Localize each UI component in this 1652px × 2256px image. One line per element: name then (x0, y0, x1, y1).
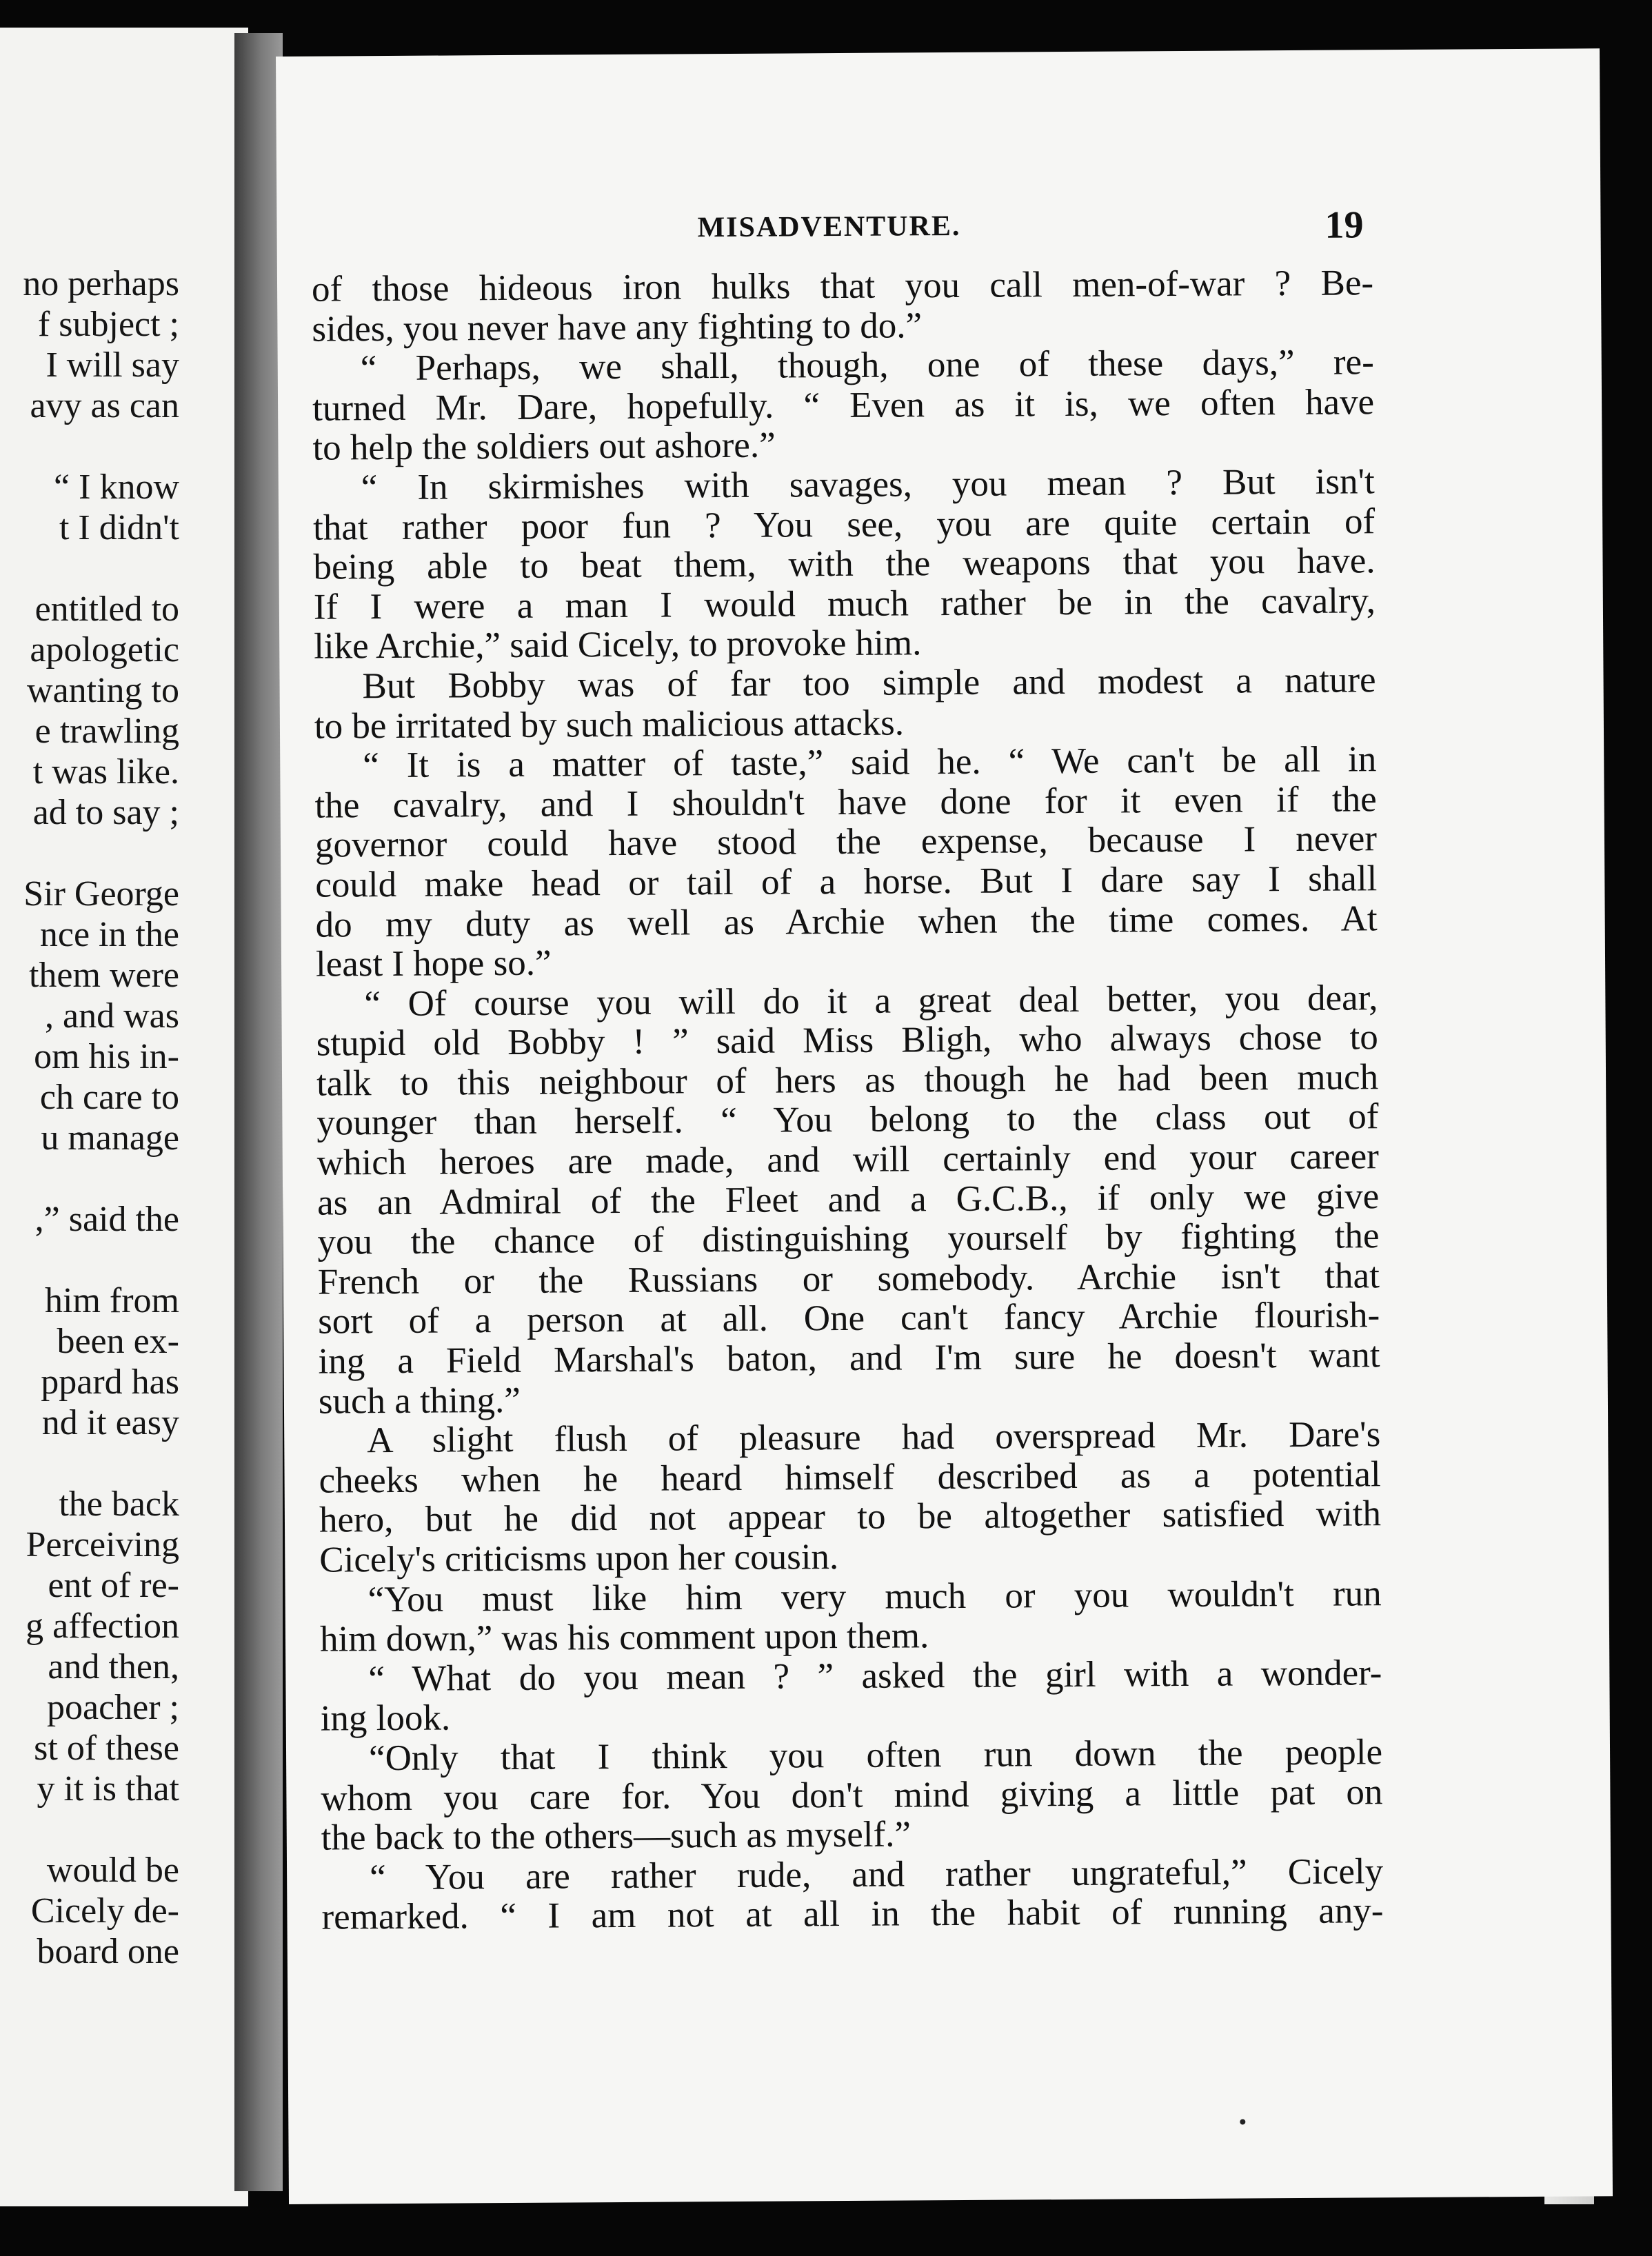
facing-page-line: apologetic (30, 630, 179, 669)
facing-page-line: them were (28, 956, 179, 995)
text-line: governor could have stood the expense, because I never (314, 818, 1378, 865)
facing-page-line: been ex- (57, 1322, 179, 1361)
text-line: French or the Russians or somebody. Archie isn't that (317, 1256, 1380, 1302)
text-line: do my duty as well as Archie when the time comes. At (315, 898, 1378, 945)
facing-page-line: would be (46, 1851, 179, 1890)
facing-page-line (0, 426, 179, 467)
facing-page-line: I will say (46, 345, 179, 385)
text-line: “ Perhaps, we shall, though, one of these days,” re- (360, 342, 1374, 389)
text-line: that rather poor fun ? You see, you are quite certain of (312, 501, 1376, 548)
text-line: whom you care for. You don't mind giving a little pat on (321, 1771, 1383, 1819)
text-line: the back to the others—such as myself.” (321, 1814, 911, 1858)
text-line: “ You are rather rude, and rather ungrateful,” Cicely (369, 1851, 1384, 1897)
facing-page-line: om his in- (34, 1037, 179, 1076)
facing-page-line (0, 548, 179, 589)
text-line: least I hope so.” (315, 943, 552, 985)
facing-page (0, 28, 248, 2206)
facing-page-line (0, 1158, 179, 1199)
text-line: being able to beat them, with the weapons that you have. (313, 541, 1376, 587)
facing-page-line: board one (37, 1932, 179, 1971)
facing-page-line: st of these (34, 1729, 179, 1768)
text-line: could make head or tail of a horse. But I dare say I shall (315, 858, 1378, 905)
facing-page-line (0, 1443, 179, 1484)
text-line: younger than herself. “ You belong to the class out of (316, 1096, 1379, 1144)
facing-page-line: , and was (45, 996, 179, 1036)
text-line: of those hideous iron hulks that you call men-of-war ? Be- (311, 263, 1374, 310)
text-line: “You must like him very much or you wouldn't run (367, 1573, 1382, 1620)
text-line: “ In skirmishes with savages, you mean ? But isn't (361, 461, 1375, 508)
facing-page-line: and then, (48, 1647, 179, 1686)
book-gutter (234, 33, 283, 2191)
text-line: such a thing.” (318, 1380, 521, 1422)
text-line: “ It is a matter of taste,” said he. “ We can't be all in (363, 739, 1377, 786)
facing-page-line: y it is that (37, 1769, 179, 1809)
book-page (276, 48, 1613, 2204)
facing-page-line: Cicely de- (30, 1891, 179, 1931)
facing-page-line (0, 1240, 179, 1280)
running-title: MISADVENTURE. (697, 210, 961, 244)
facing-page-line: “ I know (54, 467, 179, 507)
facing-page-line: him from (45, 1281, 179, 1320)
facing-page-line: ad to say ; (32, 793, 179, 832)
text-line: “Only that I think you often run down the people (368, 1732, 1383, 1779)
facing-page-line: the back (59, 1484, 179, 1524)
text-line: stupid old Bobby ! ” said Miss Bligh, who always chose to (316, 1017, 1378, 1064)
facing-page-line: avy as can (30, 386, 179, 425)
text-line: him down,” was his comment upon them. (319, 1615, 929, 1660)
facing-page-line: ,” said the (34, 1200, 179, 1239)
text-line: cheeks when he heard himself described as a potential (319, 1454, 1381, 1501)
facing-page-line: nd it easy (41, 1403, 179, 1442)
facing-page-line: ppard has (41, 1362, 179, 1402)
ink-speck (1240, 2119, 1245, 2124)
facing-page-line: nce in the (39, 915, 179, 954)
text-line: the cavalry, and I shouldn't have done for it even if the (314, 778, 1377, 826)
facing-page-line: Sir George (23, 874, 179, 914)
facing-page-line (0, 833, 179, 874)
facing-page-text (0, 263, 179, 1972)
text-line: ing look. (320, 1698, 451, 1740)
facing-page-line: Perceiving (26, 1525, 179, 1564)
text-line: A slight flush of pleasure had overspread Mr. Dare's (367, 1414, 1381, 1461)
text-line: sides, you never have any fighting to do.” (312, 305, 923, 350)
facing-page-line: u manage (41, 1118, 179, 1158)
facing-page-line: t I didn't (59, 508, 179, 547)
facing-page-line: t was like. (32, 752, 179, 792)
text-line: If I were a man I would much rather be in the cavalry, (313, 581, 1376, 627)
text-line: remarked. “ I am not at all in the habit of running any- (321, 1891, 1384, 1937)
text-line: which heroes are made, and will certainly end your career (316, 1136, 1379, 1183)
page-number: 19 (1324, 203, 1364, 247)
text-line: “ What do you mean ? ” asked the girl with a wonder- (368, 1653, 1382, 1700)
text-line: as an Admiral of the Fleet and a G.C.B., if only we give (316, 1176, 1380, 1223)
facing-page-line: ch care to (39, 1078, 179, 1117)
facing-page-line: no perhaps (23, 264, 179, 303)
text-line: Cicely's criticisms upon her cousin. (319, 1537, 839, 1580)
text-line: “ Of course you will do it a great deal better, you dear, (364, 977, 1378, 1024)
text-line: talk to this neighbour of hers as though he had been much (316, 1057, 1379, 1104)
text-line: turned Mr. Dare, hopefully. “ Even as it is, we often have (312, 382, 1375, 429)
facing-page-line (0, 1809, 179, 1850)
facing-page-line: ent of re- (48, 1566, 179, 1605)
text-line: you the chance of distinguishing yourself by fighting the (317, 1216, 1380, 1262)
text-line: sort of a person at all. One can't fancy Archie flourish- (318, 1295, 1380, 1342)
facing-page-line: poacher ; (46, 1688, 179, 1727)
facing-page-line: f subject ; (37, 305, 179, 344)
text-line: hero, but he did not appear to be altogether satisfied with (319, 1493, 1382, 1541)
text-line: like Archie,” said Cicely, to provoke him. (314, 623, 922, 667)
text-line: But Bobby was of far too simple and modest a nature (362, 660, 1376, 707)
body-text (312, 263, 1384, 1937)
text-line: to help the soldiers out ashore.” (312, 425, 776, 469)
text-line: ing a Field Marshal's baton, and I'm sure he doesn't want (318, 1335, 1380, 1382)
facing-page-line: e trawling (34, 712, 179, 751)
facing-page-line: wanting to (27, 671, 179, 710)
facing-page-line: entitled to (34, 590, 179, 629)
facing-page-line: g affection (26, 1607, 179, 1646)
text-line: to be irritated by such malicious attacks. (314, 702, 905, 747)
